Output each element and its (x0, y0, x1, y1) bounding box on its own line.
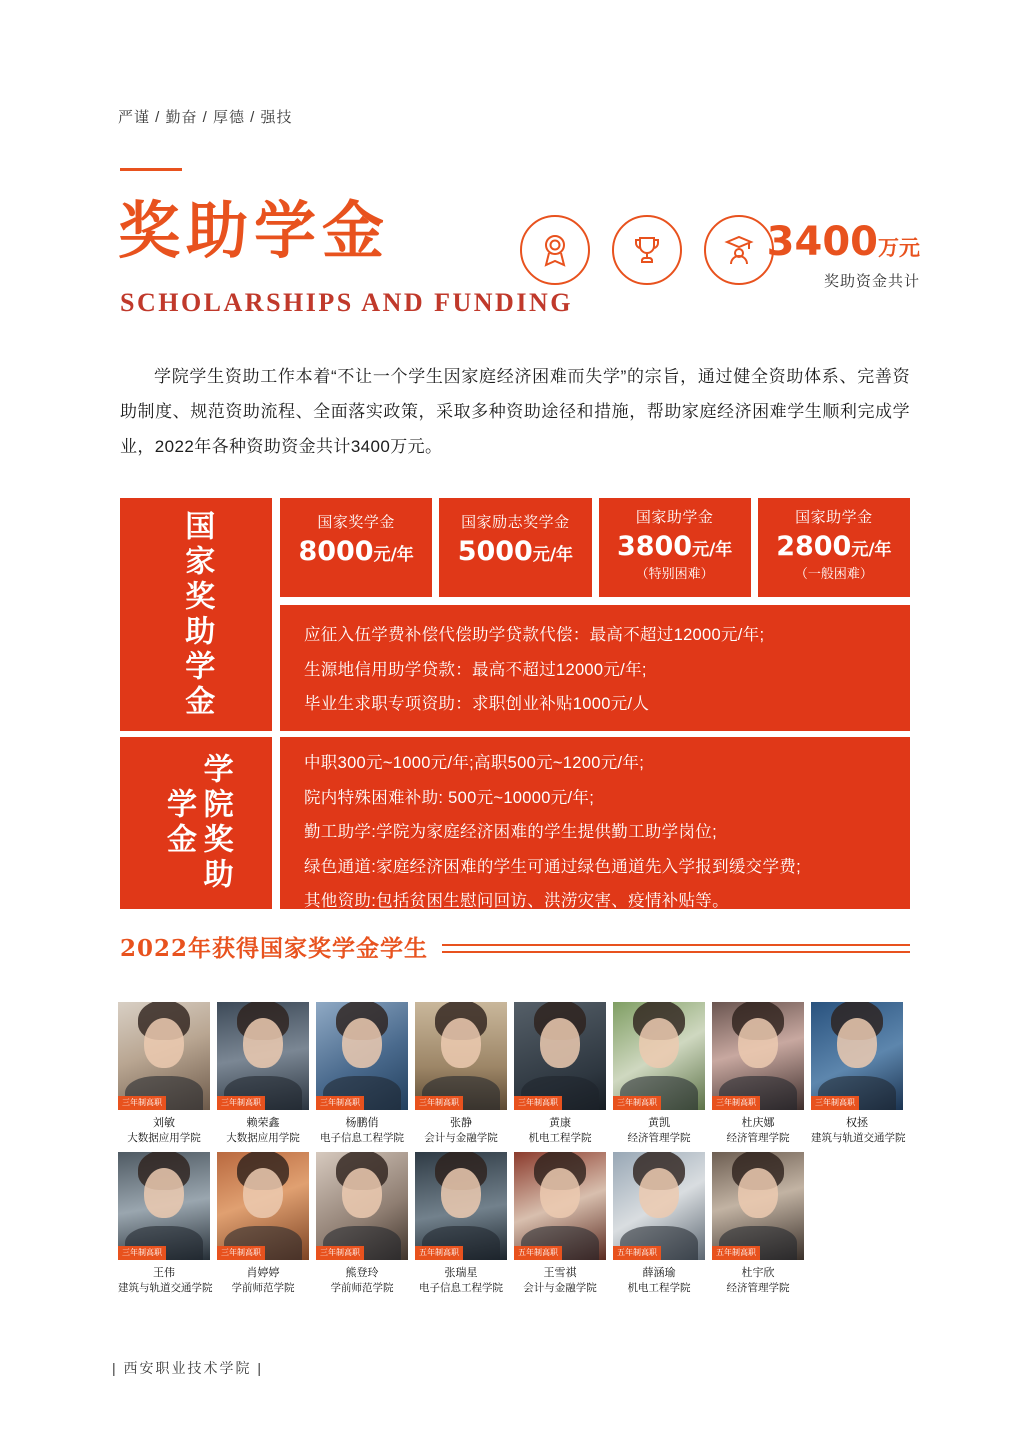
school-motto: 严谨 / 勤奋 / 厚德 / 强技 (118, 109, 293, 126)
detail-line: 中职300元~1000元/年;高职500元~1200元/年; (304, 754, 645, 772)
card-title: 国家助学金 (635, 509, 714, 526)
student-dept: 机电工程学院 (528, 1131, 592, 1144)
student-card (613, 1152, 705, 1295)
student-name: 黄凯 (648, 1117, 670, 1129)
student-tag: 五年制高职 (415, 1246, 463, 1260)
funding-value: 3400 (766, 219, 878, 265)
card-value: 2800 (776, 531, 852, 562)
heading-decorative-lines (442, 941, 910, 953)
student-dept: 学前师范学院 (330, 1281, 394, 1294)
student-card (811, 1002, 906, 1145)
student-photo (712, 1002, 804, 1110)
student-dept: 机电工程学院 (627, 1281, 691, 1294)
student-dept: 经济管理学院 (726, 1131, 790, 1144)
student-dept: 学前师范学院 (231, 1281, 295, 1294)
student-tag: 三年制高职 (118, 1096, 166, 1110)
student-name: 杨鹏俏 (345, 1117, 379, 1129)
students-grid (118, 1002, 918, 1295)
student-photo (316, 1152, 408, 1260)
student-photo (118, 1152, 210, 1260)
student-tag: 三年制高职 (217, 1246, 265, 1260)
student-tag: 三年制高职 (415, 1096, 463, 1110)
student-dept: 经济管理学院 (726, 1281, 790, 1294)
students-section-heading (120, 930, 910, 963)
card-note: （特别困难） (635, 566, 714, 581)
student-tag: 三年制高职 (811, 1096, 859, 1110)
funding-caption: 奖助资金共计 (823, 273, 920, 290)
student-tag: 三年制高职 (217, 1096, 265, 1110)
footer-institution: | 西安职业技术学院 | (112, 1360, 264, 1376)
card-value-unit: 元/年 (373, 545, 414, 565)
student-card (217, 1152, 309, 1295)
card-value-unit: 元/年 (851, 540, 892, 560)
scholarship-card (280, 498, 432, 597)
card-value-unit: 元/年 (532, 545, 574, 565)
student-dept: 经济管理学院 (627, 1131, 691, 1144)
card-title: 国家助学金 (795, 509, 873, 526)
student-name: 杜宇欣 (741, 1267, 775, 1280)
student-dept: 建筑与轨道交通学院 (811, 1131, 906, 1144)
student-dept: 大数据应用学院 (127, 1131, 201, 1144)
graduate-person-icon (704, 215, 774, 285)
student-name: 赖荣鑫 (246, 1117, 280, 1129)
detail-line: 应征入伍学费补偿代偿助学贷款代偿：最高不超过12000元/年; (304, 626, 765, 644)
student-photo (811, 1002, 903, 1110)
student-card (514, 1002, 606, 1145)
student-photo (415, 1152, 507, 1260)
national-detail-panel (280, 605, 910, 731)
card-value-unit: 元/年 (692, 540, 733, 560)
detail-line: 院内特殊困难补助: 500元~10000元/年; (304, 788, 595, 807)
card-title: 国家奖学金 (317, 514, 395, 531)
student-name: 张静 (450, 1117, 472, 1129)
student-tag: 五年制高职 (514, 1246, 562, 1260)
student-tag: 三年制高职 (712, 1096, 760, 1110)
student-dept: 大数据应用学院 (226, 1131, 300, 1144)
scholarship-card (599, 498, 751, 597)
student-name: 权拯 (846, 1117, 868, 1129)
student-card (316, 1002, 408, 1145)
medal-ribbon-icon (520, 215, 590, 285)
college-block-label (120, 737, 272, 909)
national-block-label (120, 498, 272, 731)
student-photo (217, 1002, 309, 1110)
student-photo (613, 1002, 705, 1110)
card-value: 3800 (616, 531, 693, 562)
student-card (118, 1002, 210, 1145)
intro-paragraph: 学院学生资助工作本着“不让一个学生因家庭经济困难而失学”的宗旨，通过健全资助体系、完善资助制度、规范资助流程、全面落实政策，采取多种资助途径和措施，帮助家庭经济困难学生顺利完成学业，2022年各种资助资金共计3400万元。 (120, 367, 910, 456)
student-tag: 三年制高职 (316, 1096, 364, 1110)
student-card (316, 1152, 408, 1295)
student-card (712, 1002, 804, 1145)
student-dept: 电子信息工程学院 (320, 1131, 404, 1144)
icon-row (520, 215, 774, 285)
detail-line: 绿色通道:家庭经济困难的学生可通过绿色通道先入学报到缓交学费; (304, 857, 801, 876)
student-name: 王伟 (153, 1267, 175, 1280)
student-dept: 建筑与轨道交通学院 (118, 1281, 213, 1294)
scholarship-card (439, 498, 591, 597)
student-name: 张瑞星 (444, 1267, 478, 1280)
student-photo (712, 1152, 804, 1260)
students-heading-text: 2022年获得国家奖学金学生 (120, 935, 429, 962)
student-card (118, 1152, 213, 1295)
student-card (514, 1152, 606, 1295)
student-photo (118, 1002, 210, 1110)
student-name: 刘敏 (153, 1117, 175, 1129)
college-detail-panel (280, 737, 910, 909)
student-card (415, 1002, 507, 1145)
detail-line: 其他资助:包括贫困生慰问回访、洪涝灾害、疫情补贴等。 (304, 892, 729, 911)
detail-line: 毕业生求职专项资助：求职创业补贴1000元/人 (304, 695, 650, 714)
student-dept: 会计与金融学院 (523, 1281, 597, 1294)
student-photo (514, 1152, 606, 1260)
student-tag: 三年制高职 (514, 1096, 562, 1110)
student-name: 杜庆娜 (741, 1117, 775, 1129)
student-card (712, 1152, 804, 1295)
student-dept: 会计与金融学院 (424, 1131, 498, 1144)
detail-line: 勤工助学:学院为家庭经济困难的学生提供勤工助学岗位; (304, 823, 717, 842)
student-photo (613, 1152, 705, 1260)
student-card (217, 1002, 309, 1145)
card-title: 国家励志奖学金 (461, 514, 570, 531)
student-name: 肖婷婷 (246, 1267, 280, 1280)
national-card-row (280, 498, 910, 597)
student-tag: 五年制高职 (613, 1246, 661, 1260)
page-title-english: SCHOLARSHIPS AND FUNDING (120, 288, 573, 317)
student-name: 黄康 (549, 1117, 571, 1129)
student-photo (415, 1002, 507, 1110)
total-funding (766, 219, 920, 291)
card-value: 8000 (298, 536, 374, 567)
student-photo (316, 1002, 408, 1110)
student-tag: 三年制高职 (613, 1096, 661, 1110)
page-title: 奖助学金 (118, 194, 391, 267)
card-note: （一般困难） (794, 566, 873, 581)
student-tag: 三年制高职 (316, 1246, 364, 1260)
funding-unit: 万元 (878, 236, 920, 260)
national-block-label-text: 国家奖助学金 (179, 509, 215, 720)
student-name: 薛涵瑜 (642, 1267, 676, 1280)
card-value: 5000 (457, 536, 533, 567)
student-card (613, 1002, 705, 1145)
student-tag: 五年制高职 (712, 1246, 760, 1260)
student-photo (217, 1152, 309, 1260)
trophy-icon (612, 215, 682, 285)
student-name: 王雪祺 (543, 1267, 577, 1280)
student-tag: 三年制高职 (118, 1246, 166, 1260)
scholarship-card (758, 498, 910, 597)
student-card (415, 1152, 507, 1295)
student-dept: 电子信息工程学院 (419, 1281, 503, 1294)
detail-line: 生源地信用助学贷款：最高不超过12000元/年; (304, 660, 647, 679)
college-block-label-text: 学院奖助学金 (161, 753, 233, 893)
student-photo (514, 1002, 606, 1110)
title-divider-rule (120, 168, 182, 171)
student-name: 熊登玲 (345, 1267, 379, 1280)
